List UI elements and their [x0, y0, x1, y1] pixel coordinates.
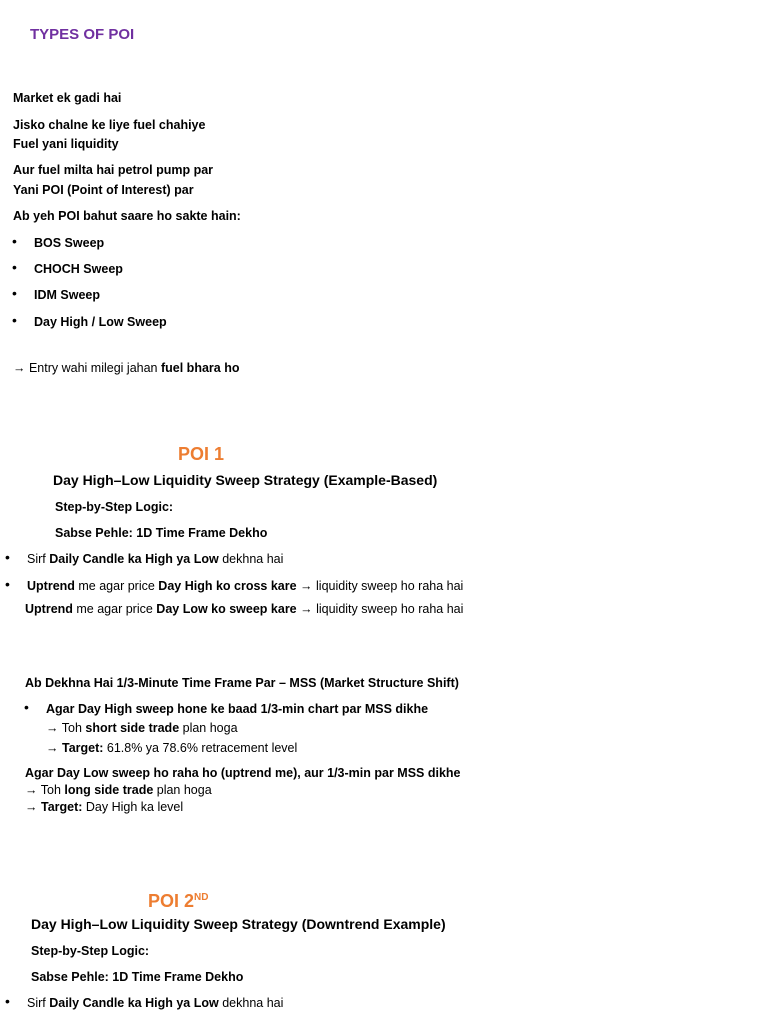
text-normal: → liquidity sweep ho raha hai	[296, 602, 464, 616]
poi1-long-line	[25, 782, 212, 798]
text-bold: Uptrend	[27, 579, 75, 593]
text-bold: short side trade	[85, 721, 180, 735]
poi1-target-1	[46, 740, 297, 756]
list-item: IDM Sweep	[34, 288, 100, 302]
text-normal: → Toh	[25, 783, 65, 797]
text-normal: 61.8% ya 78.6% retracement level	[103, 741, 298, 755]
poi2-title-sup: ND	[194, 892, 209, 903]
text-normal: dekhna hai	[218, 552, 284, 566]
bullet-icon: •	[12, 233, 17, 249]
poi1-mss-bullet: Agar Day High sweep hone ke baad 1/3-min chart par MSS dikhe	[46, 702, 429, 716]
text-bold: Daily Candle ka High ya Low	[49, 552, 219, 566]
text-normal: me agar price	[72, 602, 157, 616]
text-normal: →	[25, 800, 41, 814]
poi2-first-step: Sabse Pehle: 1D Time Frame Dekho	[31, 970, 244, 984]
poi2-title-text: POI 2	[148, 891, 195, 911]
bullet-icon: •	[12, 259, 17, 275]
bullet-icon: •	[5, 993, 10, 1009]
text-bold: Target:	[61, 741, 104, 755]
page-title: TYPES OF POI	[30, 26, 135, 43]
poi1-first-step: Sabse Pehle: 1D Time Frame Dekho	[55, 526, 268, 540]
poi2-bullet-1	[27, 995, 283, 1011]
list-item: CHOCH Sweep	[34, 262, 123, 276]
bullet-icon: •	[12, 285, 17, 301]
text-normal: dekhna hai	[218, 996, 284, 1010]
text-normal: →	[46, 741, 62, 755]
poi1-mss-heading: Ab Dekhna Hai 1/3-Minute Time Frame Par – MSS (Market Structure Shift)	[25, 676, 459, 690]
text-bold: Day Low ko sweep kare	[156, 602, 297, 616]
intro-line-4: Aur fuel milta hai petrol pump par	[13, 163, 214, 177]
poi1-low-line: Agar Day Low sweep ho raha ho (uptrend me), aur 1/3-min par MSS dikhe	[25, 766, 461, 780]
text-bold: long side trade	[64, 783, 154, 797]
poi1-bullet-2	[27, 578, 463, 594]
text-normal: plan hoga	[179, 721, 238, 735]
text-normal: → liquidity sweep ho raha hai	[296, 579, 464, 593]
poi1-bullet-1	[27, 551, 283, 567]
text-bold: Target:	[40, 800, 83, 814]
text-bold: Day High ko cross kare	[158, 579, 297, 593]
poi2-heading: Day High–Low Liquidity Sweep Strategy (Downtrend Example)	[31, 916, 446, 932]
text-bold: Daily Candle ka High ya Low	[49, 996, 219, 1010]
text-normal: → Toh	[46, 721, 86, 735]
intro-line-3: Fuel yani liquidity	[13, 137, 119, 151]
poi2-step-label: Step-by-Step Logic:	[31, 944, 150, 958]
entry-bold: fuel bhara ho	[160, 361, 240, 375]
intro-line-1: Market ek gadi hai	[13, 91, 122, 105]
bullet-icon: •	[24, 699, 29, 715]
text-normal: me agar price	[74, 579, 159, 593]
text-normal: plan hoga	[153, 783, 212, 797]
text-bold: Uptrend	[25, 602, 73, 616]
list-item: BOS Sweep	[34, 236, 105, 250]
entry-prefix: → Entry wahi milegi jahan	[13, 361, 161, 375]
text-normal: Day High ka level	[82, 800, 184, 814]
text-normal: Sirf	[27, 996, 50, 1010]
poi1-short-line	[46, 720, 238, 736]
bullet-icon: •	[12, 312, 17, 328]
bullet-icon: •	[5, 549, 10, 565]
poi1-line-3	[25, 601, 463, 617]
bullet-icon: •	[5, 576, 10, 592]
poi1-target-2	[25, 799, 183, 815]
poi2-title	[148, 888, 208, 911]
poi1-step-label: Step-by-Step Logic:	[55, 500, 174, 514]
intro-line-5: Yani POI (Point of Interest) par	[13, 183, 194, 197]
intro-line-6: Ab yeh POI bahut saare ho sakte hain:	[13, 209, 241, 223]
poi1-title: POI 1	[178, 444, 225, 464]
text-normal: Sirf	[27, 552, 50, 566]
entry-line	[13, 360, 239, 376]
list-item: Day High / Low Sweep	[34, 315, 167, 329]
intro-line-2: Jisko chalne ke liye fuel chahiye	[13, 118, 206, 132]
poi1-heading: Day High–Low Liquidity Sweep Strategy (Example-Based)	[53, 472, 438, 488]
